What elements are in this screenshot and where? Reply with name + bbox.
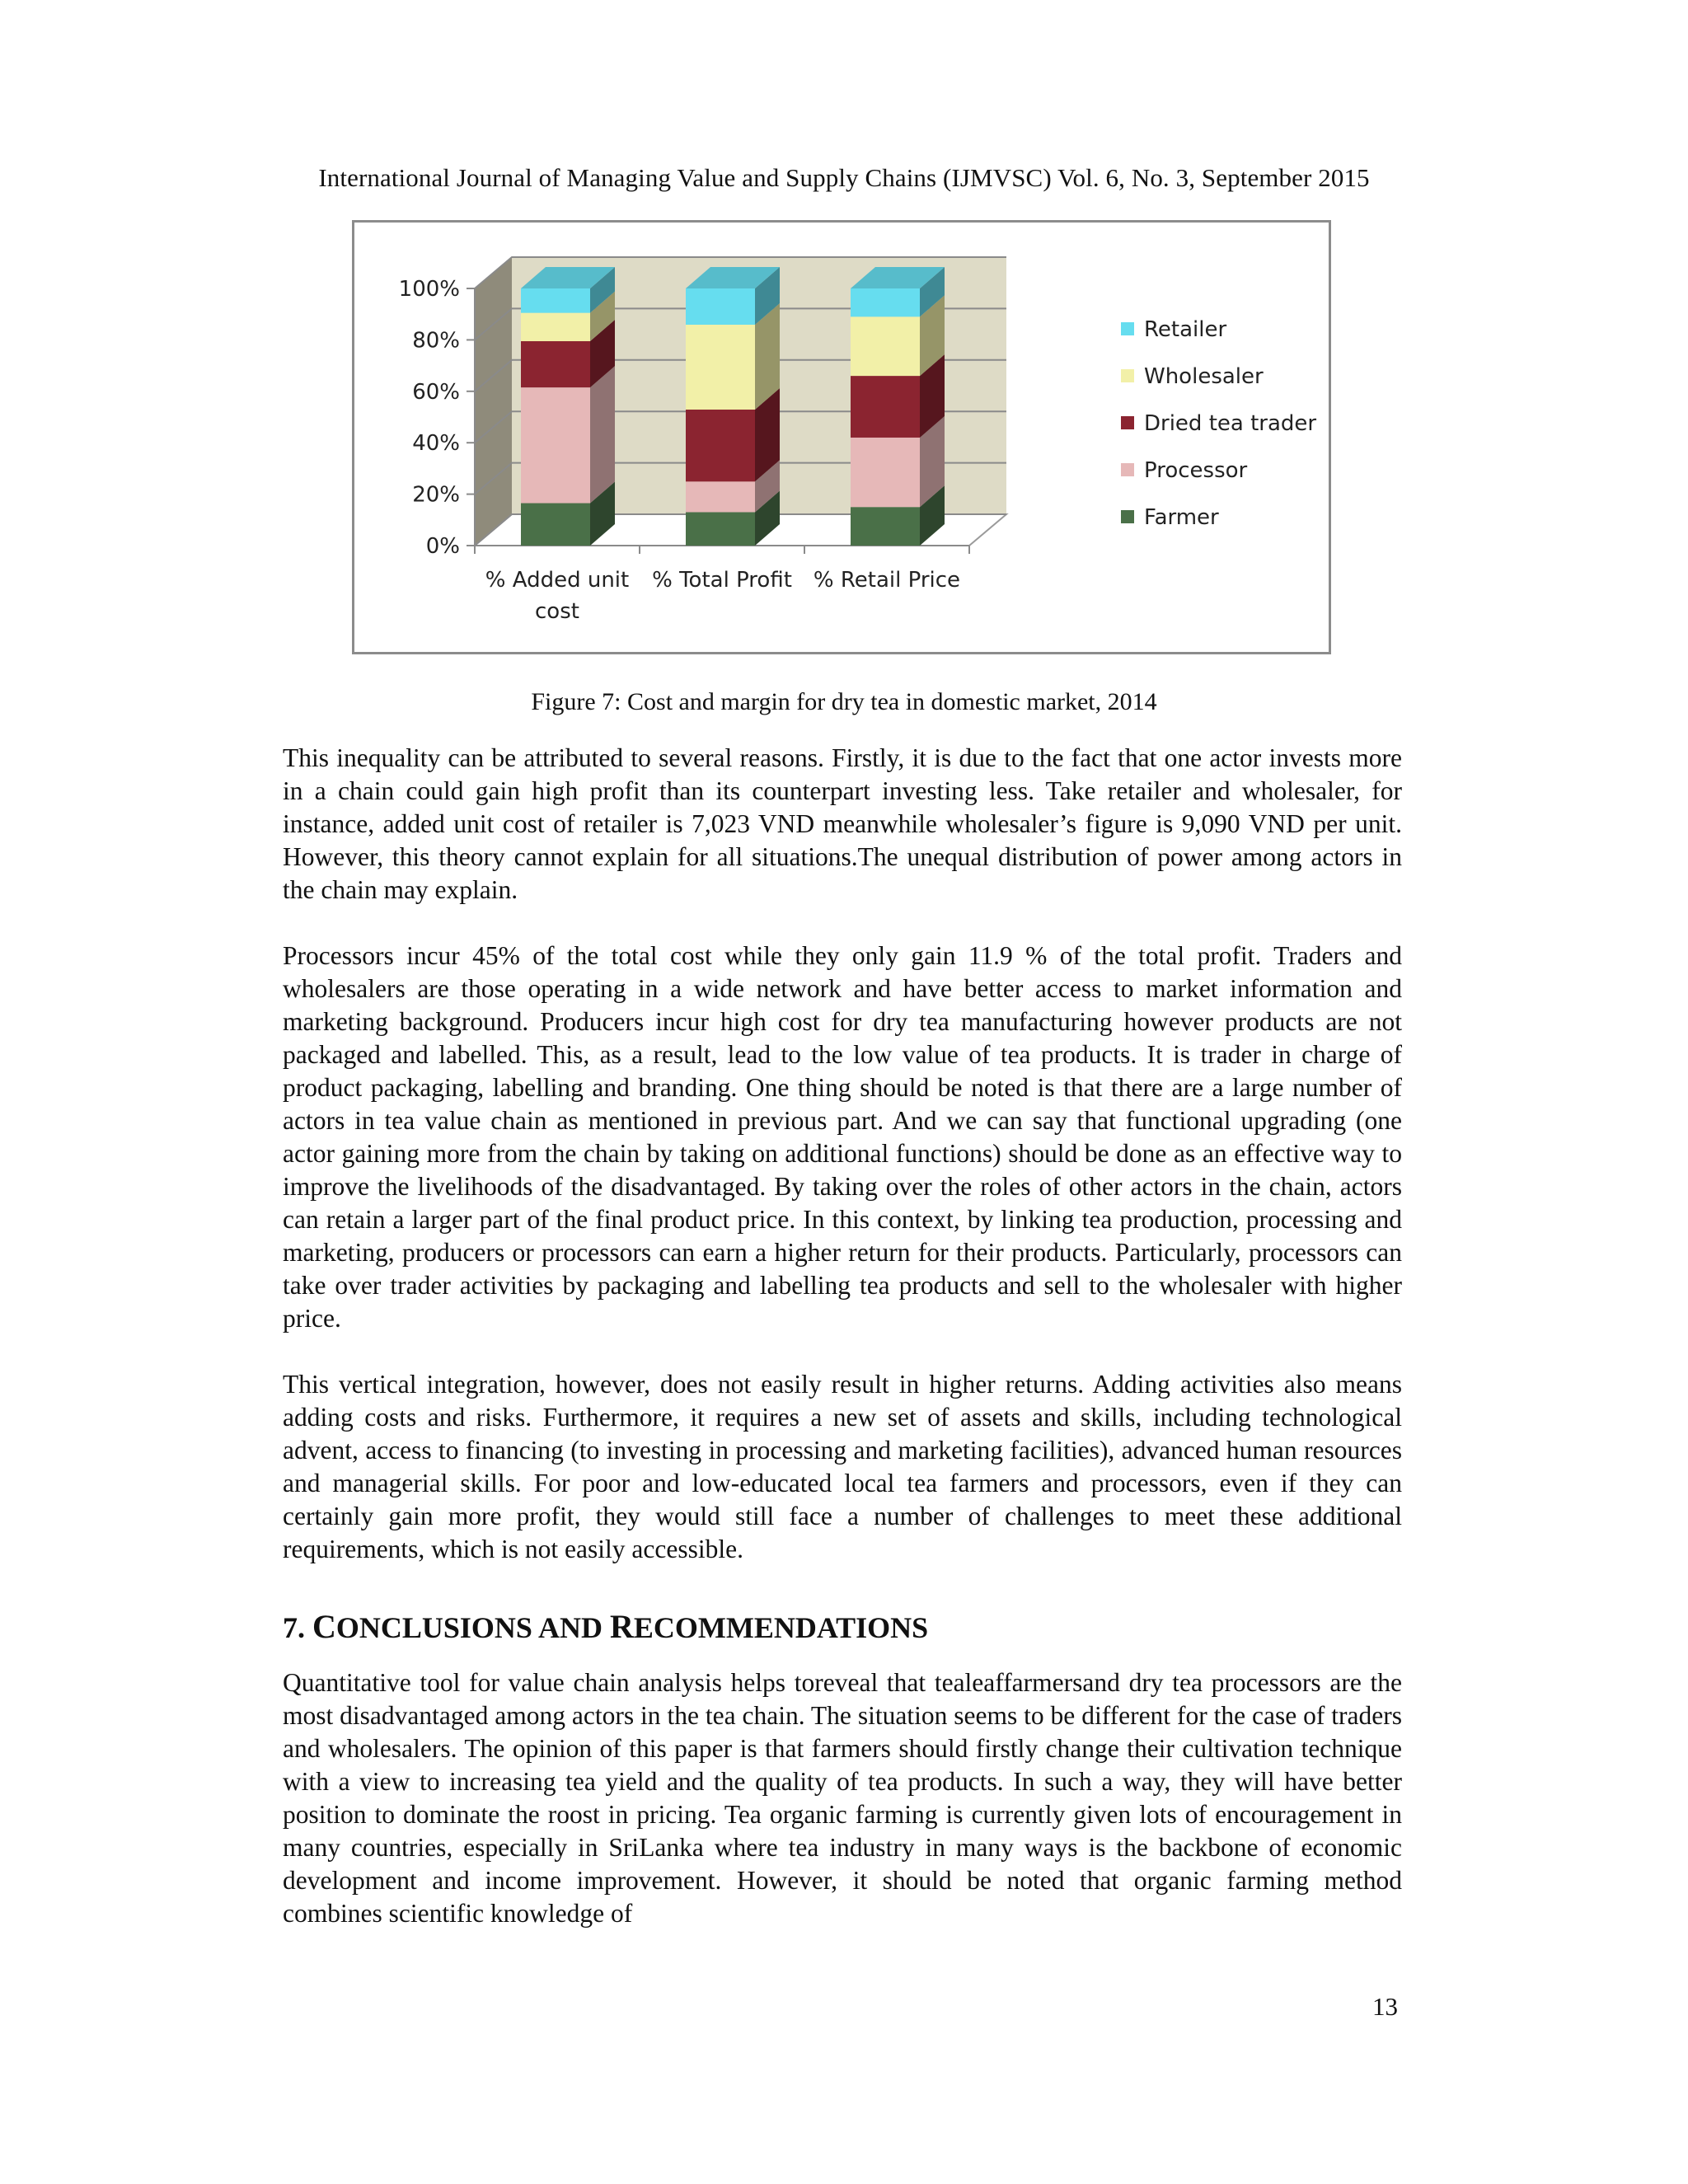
section-rest-2: ECOMMENDATIONS <box>633 1611 929 1644</box>
paragraph-4: Quantitative tool for value chain analysis helps toreveal that tealeaffarmersand dry tea processors are the most disadvantaged among actors in the tea chain. The situation seems to be different for the case of traders and wholesalers. The opinion of this paper is that farmers should firstly change their cultivation technique with a view to increasing tea yield and the quality of tea products. In such a way, they will have better position to dominate the roost in pricing. Tea organic farming is currently given lots of encouragement in many countries, especially in SriLanka where tea industry in many ways is the backbone of economic development and income improvement. However, it should be noted that organic farming method combines scientific knowledge of <box>283 1668 1402 1928</box>
stacked-bar-chart <box>352 220 1331 654</box>
bar-segment <box>851 507 920 546</box>
bar-segment <box>686 481 755 512</box>
legend-swatch <box>1121 463 1134 476</box>
y-tick-label: 80% <box>412 328 460 354</box>
section-rest-1: ONCLUSIONS AND <box>335 1611 610 1644</box>
bar-segment <box>686 512 755 546</box>
bar-segment <box>686 325 755 410</box>
bar-segment <box>521 504 590 546</box>
legend-label: Processor <box>1144 458 1248 483</box>
bar-segment <box>521 313 590 341</box>
legend-label: Wholesaler <box>1144 364 1264 389</box>
legend-label: Farmer <box>1144 505 1219 530</box>
bar-segment <box>851 438 920 507</box>
legend-swatch <box>1121 416 1134 429</box>
chart-side-wall <box>475 257 512 546</box>
y-tick-label: 60% <box>412 379 460 405</box>
y-tick-label: 0% <box>425 534 460 559</box>
legend-swatch <box>1121 322 1134 335</box>
bar-segment <box>851 376 920 438</box>
figure-caption: Figure 7: Cost and margin for dry tea in domestic market, 2014 <box>531 688 1157 715</box>
bar-segment <box>851 316 920 376</box>
paragraph-3: This vertical integration, however, does not easily result in higher returns. Adding activities also means adding costs and risks. Furthermore, it requires a new set of assets and skills, including technological advent, access to financing (to investing in processing and marketing facilities), advanced human resources and managerial skills. For poor and low-educated local tea farmers and processors, even if they can certainly gain more profit, they would still face a number of challenges to meet these additional requirements, which is not easily accessible. <box>283 1370 1402 1563</box>
bar-segment <box>686 288 755 325</box>
x-tick-label: % Total Profit <box>652 568 792 593</box>
section-number: 7. <box>283 1611 305 1644</box>
x-tick-label: % Retail Price <box>813 568 961 593</box>
section-cap-1: C <box>312 1608 336 1645</box>
page-number: 13 <box>1372 1992 1398 2021</box>
legend-label: Dried tea trader <box>1144 411 1317 436</box>
chart-svg <box>354 223 1329 652</box>
x-tick-label: cost <box>535 599 579 624</box>
running-header: International Journal of Managing Value and Supply Chains (IJMVSC) Vol. 6, No. 3, September 2015 <box>318 163 1370 192</box>
bar-segment-side <box>590 366 615 503</box>
bar-segment <box>686 410 755 481</box>
legend-label: Retailer <box>1144 317 1227 342</box>
paragraph-1: This inequality can be attributed to several reasons. Firstly, it is due to the fact that one actor invests more in a chain could gain high profit than its counterpart investing less. Take retailer and wholesaler, for instance, added unit cost of retailer is 7,023 VND meanwhile wholesaler’s figure is 9,090 VND per unit. However, this theory cannot explain for all situations.The unequal distribution of power among actors in the chain may explain. <box>283 743 1402 904</box>
bar-segment <box>521 288 590 313</box>
bar-segment <box>521 341 590 387</box>
section-cap-2: R <box>609 1608 634 1645</box>
section-heading <box>283 1607 928 1646</box>
legend-swatch <box>1121 510 1134 523</box>
y-tick-label: 20% <box>412 482 460 508</box>
x-tick-label: % Added unit <box>485 568 630 593</box>
y-tick-label: 100% <box>398 277 460 302</box>
bar-segment <box>521 387 590 503</box>
y-tick-label: 40% <box>412 431 460 457</box>
bar-segment <box>851 288 920 316</box>
legend-swatch <box>1121 369 1134 382</box>
paragraph-2: Processors incur 45% of the total cost while they only gain 11.9 % of the total profit. Traders and wholesalers are those operating in a wide network and have better access to market information and marketing background. Producers incur high cost for dry tea manufacturing however products are not packaged and labelled. This, as a result, lead to the low value of tea products. It is trader in charge of product packaging, labelling and branding. One thing should be noted is that there are a large number of actors in tea value chain as mentioned in previous part. And we can say that functional upgrading (one actor gaining more from the chain by taking on additional functions) should be done as an effective way to improve the livelihoods of the disadvantaged. By taking over the roles of other actors in the chain, actors can retain a larger part of the final product price. In this context, by linking tea production, processing and marketing, producers or processors can earn a higher return for their products. Particularly, processors can take over trader activities by packaging and labelling tea products and sell to the wholesaler with higher price. <box>283 941 1402 1333</box>
